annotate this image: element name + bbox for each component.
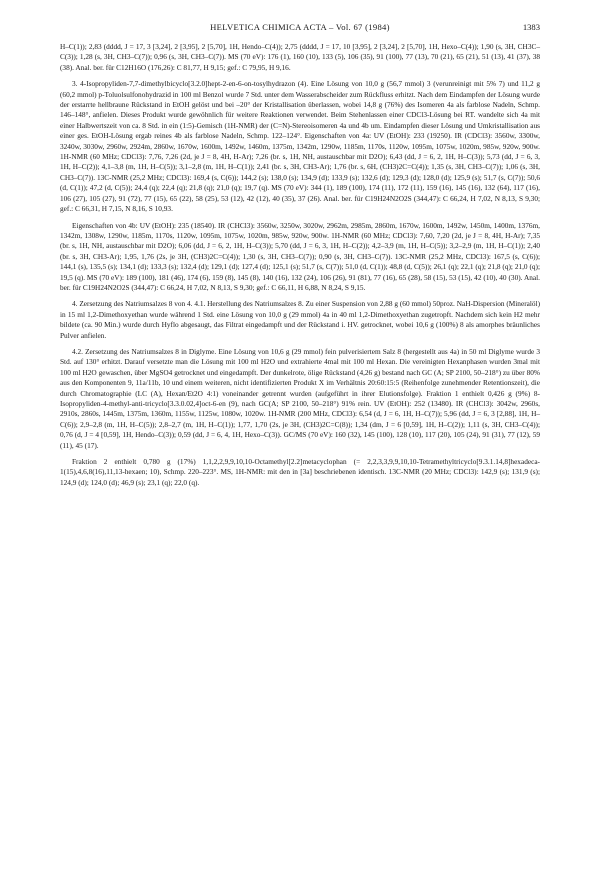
running-head (60, 20, 540, 42)
page-number: 1383 (522, 22, 540, 32)
journal-title: HELVETICA CHIMICA ACTA – Vol. 67 (1984) (210, 22, 390, 32)
section-4-paragraph: 4. Zersetzung des Natriumsalzes 8 von 4. 4.1. Herstellung des Natriumsalzes 8. Zu einer Suspension von 2,88 g (60 mmol) 50proz. NaH-Dispersion (Mineralöl) in 15 ml 1,2-Dimethoxyethan wurde während 1 Std. eine Lösung von 10,0 g (29 mmol) 4a in 40 ml 1,2-Dimethoxyethan zugetropft. Nachdem sich kein H2 mehr bildete (ca. 90 Min.) wurde durch Hyflo abgesaugt, das Filtrat eingedampft und der Rückstand i. HV. getrocknet, wobei 10,6 g (100%) 8 als amorphes bräunliches Pulver anfielen. (60, 299, 540, 340)
continuation-paragraph: H–C(1)); 2,83 (dddd, J = 17, 3 [3,24], 2 [3,95], 2 [5,70], 1H, Hendo–C(4)); 2,75 (dddd, J = 17, 10 [3,95], 2 [3,24], 2 [5,70], 1H, Hexo–C(4)); 1,90 (s, 3H, CH3C–C(3)); 1,28 (s, 3H, CH3–C(7)); 0,96 (s, 3H, CH3–C(7)). MS (70 eV): 176 (1), 160 (10), 133 (5), 106 (35), 91 (100), 77 (13), 70 (21), 65 (21), 51 (13), 41 (37), 38 (38). Anal. ber. für C12H16O (176,26): C 81,77, H 9,15; gef.: C 79,95, H 9,16. (60, 42, 540, 72)
section-3-paragraph: 3. 4-Isopropyliden-7,7-dimethylbicyclo[3.2.0]hept-2-en-6-on-tosylhydrazon (4). Eine Lösung von 10,0 g (56,7 mmol) 3 (verunreinigt mit 5% 7) und 11,2 g (60,2 mmol) p-Toluolsulfonohydrazid in 100 ml Benzol wurde 7 Std. unter dem Wasserabscheider zum Rückfluss erhitzt. Nach dem Eindampfen der Lösung wurde der erstarrte hellbraune Rückstand in EtOH gelöst und bei –20° der Kristallisation überlassen, wobei 14,8 g (76%) des Isomeren 4a als farblose Nadeln, Schmp. 146–148°, anfielen. Dieses Produkt wurde gewöhnlich für weitere Reaktionen verwendet. Beim Stehenlassen einer CDCl3-Lösung bei RT. wandelte sich 4a mit einer Halbwertszeit von ca. 8 Std. in ein (1:5)-Gemisch (1H-NMR) der (C=N)-Stereoisomeren 4a und 4b um. Eindampfen dieser Lösung und Umkristallisation aus einer ges. EtOH-Lösung ergab reines 4b als farblose Nadeln, Schmp. 122–124°. Eigenschaften von 4a: UV (EtOH): 233 (19250). IR (CDCl3): 3560w, 3300w, 3240w, 3030w, 2960w, 2924m, 2860w, 1670w, 1600m, 1492w, 1460m, 1375m, 1342m, 1290w, 1185m, 1170s, 1120w, 1095m, 1075w, 1020m, 985w, 920w, 900w. 1H-NMR (60 MHz; CDCl3): 7,76, 7,26 (2d, je J = 8, 4H, H-Ar); 7,26 (br. s, 1H, NH, austauschbar mit D2O); 6,43 (dd, J = 6, 2, 1H, H–C(3)); 5,73 (dd, J = 6, 3, 1H, H–C(2)); 4,1–3,8 (m, 1H, H–C(5)); 3,1–2,8 (m, 1H, H–C(1)); 2,41 (br. s, 3H, CH3-Ar); 1,76 (br. s, 6H, (CH3)2C=C(4)); 1,35 (s, 3H, CH3–C(7)); 1,06 (s, 3H, CH3–C(7)). 13C-NMR (25,2 MHz; CDCl3): 169,4 (s, C(6)); 144,2 (s); 138,0 (s); 134,9 (d); 133,9 (s); 132,6 (d); 129,3 (d); 128,0 (d); 125,9 (s); 51,7 (s, C(7)); 50,6 (d, C(1)); 47,2 (d, C(5)); 24,4 (q); 22,4 (q); 21,8 (q); 21,0 (q); 19,7 (q). MS (70 eV): 344 (1), 189 (100), 174 (11), 172 (11), 159 (16), 145 (16), 132 (64), 117 (16), 106 (27), 105 (27), 91 (72), 77 (15), 65 (22), 58 (25), 53 (12), 42 (12), 40 (35), 37 (26). Anal. ber. für C19H24N2O2S (344,47): C 66,24, H 7,02, N 8,13, S 9,30; gef.: C 66,31, H 7,15, N 8,16, S 10,93. (60, 79, 540, 214)
properties-4b-paragraph: Eigenschaften von 4b: UV (EtOH): 235 (18540). IR (CHCl3): 3560w, 3250w, 3020w, 2962m, 2985m, 2860m, 1670w, 1600m, 1492w, 1450m, 1400m, 1376m, 1342m, 1308w, 1290w, 1185m, 1170s, 1120w, 1095m, 1075w, 1020m, 985w, 920w, 900w. 1H-NMR (60 MHz; CDCl3): 7,60, 7,20 (2d, je J = 8, 4H, H-Ar); 7,35 (br. s, 1H, NH, austauschbar mit D2O); 6,06 (dd, J = 6, 2, 1H, H–C(3)); 5,70 (dd, J = 6, 3, 1H, H–C(2)); 4,2–3,9 (m, 1H, H–C(5)); 3,2–2,9 (m, 1H, H–C(1)); 2,40 (br. s, 3H, CH3-Ar); 1,95, 1,76 (2s, je 3H, (CH3)2C=C(4)); 1,30 (s, 3H, CH3–C(7)); 0,90 (s, 3H, CH3–C(7)). 13C-NMR (25,2 MHz, CDCl3): 167,5 (s, C(6)); 144,1 (s), 135,5 (s); 134,1 (d); 133,3 (s); 132,4 (d); 129,1 (d); 127,4 (d); 125,1 (s); 51,7 (s, C(7)); 51,0 (d, C(1)); 48,8 (d, C(5)); 26,1 (q); 22,1 (q); 21,8 (q); 21,0 (q); 19,5 (q). MS (70 eV): 189 (100), 181 (46), 174 (6), 159 (8), 145 (8), 140 (16), 132 (24), 106 (26), 91 (81), 77 (16), 65 (28), 58 (15), 53 (15), 42 (10), 40 (30). Anal. ber. für C19H24N2O2S (344,47): C 66,24, H 7,02, N 8,13, S 9,30; gef.: C 66,11, H 6,88, N 8,24, S 9,15. (60, 220, 540, 292)
fraction-2-paragraph: Fraktion 2 enthielt 0,780 g (17%) 1,1,2,2,9,9,10,10-Octamethyl[2.2]metacyclophan (= 2,2,3,3,9,9,10,10-Tetramethyltricyclo[9.3.1.14,8]hexadeca-1(15),4,6,8(16),11,13-hexaen; 10), Schmp. 220–223°. MS, 1H-NMR: mit den in [3a] beschriebenen identisch. 13C-NMR (20 MHz; CDCl3): 142,9 (s); 131,9 (s); 124,9 (d); 124,0 (d); 46,9 (s); 23,1 (q); 22,0 (q). (60, 457, 540, 487)
section-4-2-paragraph: 4.2. Zersetzung des Natriumsalzes 8 in Diglyme. Eine Lösung von 10,6 g (29 mmol) fein pulverisiertem Salz 8 (hergestellt aus 4a) in 50 ml Diglyme wurde 3 Std. auf 130° erhitzt. Darauf versetzte man die Lösung mit 100 ml H2O und extrahierte 4mal mit 100 ml Hexan. Die vereinigten Hexanphasen wurden 3mal mit 100 ml H2O gewaschen, über MgSO4 getrocknet und eingedampft. Der dunkelrote, ölige Rückstand (4,26 g) bestand nach GC (A; SP 2100, 50–218°) zu über 80% aus den Komponenten 9, 11a/11b, 10 und einem weiteren, nicht identifizierten Produkt X im Verhältnis 20:60:15:5 (Reihenfolge zunehmender Retentionszeit), die durch Chromatographie (LC (A), Hexan/Et2O 4:1) voneinander getrennt wurden (aufgeführt in ihrer Elutionsfolge). Fraktion 1 enthielt 0,426 g (9%) 8-Isopropyliden-4-methyl-anti-tricyclo[3.3.0.02,4]oct-6-en (9), nach GC(A; SP 2100, 50–218°) 91% rein. UV (EtOH): 252 (13480). IR (CHCl3): 3042w, 2960s, 2910s, 2860s, 1445m, 1375m, 1360m, 1155w, 1125w, 1080w, 1020w. 1H-NMR (200 MHz, CDCl3): 6,54 (d, J = 6, 1H, H–C(7)); 5,96 (dd, J = 6, 3 [2,88], 1H, H–C(6)); 2,9–2,8 (m, 1H, H–C(5)); 2,8–2,7 (m, 1H, H–C(1)); 1,77, 1,70 (2s, je 3H, (CH3)2C=C(8)); 1,34 (dm, J = 6 [0,59], 1H, H–C(2)); 1,11 (s, 3H, CH3–C(4)); 0,76 (d, J = 4 [0,59], 1H, Hendo–C(3)); 0,59 (dd, J = 6, 4, 1H, Hexo–C(3)). GC/MS (70 eV): 160 (32), 145 (100), 128 (10), 117 (20), 105 (24), 91 (31), 77 (12), 59 (11), 45 (17). (60, 346, 540, 450)
article-body (60, 42, 540, 488)
